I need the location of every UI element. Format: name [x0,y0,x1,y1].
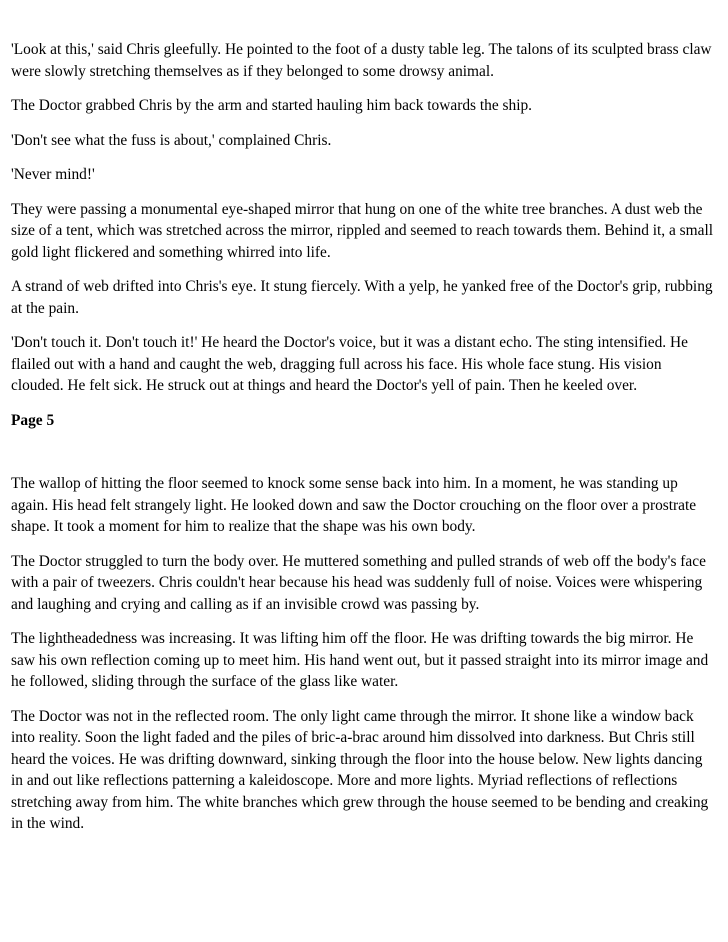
paragraph: The wallop of hitting the floor seemed to knock some sense back into him. In a moment, he was standing up again. His head felt strangely light. He looked down and saw the Doctor crouching on the floor over a prostrate shape. It took a moment for him to realize that the shape was his own body. [11,475,697,535]
paragraph: A strand of web drifted into Chris's eye. It stung fiercely. With a yelp, he yanked free of the Doctor's grip, rubbing at the pain. [11,278,713,317]
paragraph: The lightheadedness was increasing. It was lifting him off the floor. He was drifting towards the big mirror. He saw his own reflection coming up to meet him. His hand went out, but it passed straight into its mirror image and he followed, sliding through the surface of the glass like water. [11,630,709,690]
paragraph: They were passing a monumental eye-shaped mirror that hung on one of the white tree branches. A dust web the size of a tent, which was stretched across the mirror, rippled and seemed to reach towards them. Behind it, a small gold light flickered and something whirred into life. [11,200,714,261]
paragraph: The Doctor grabbed Chris by the arm and started hauling him back towards the ship. [11,97,533,114]
paragraph: 'Don't see what the fuss is about,' complained Chris. [11,131,332,149]
paragraph: The Doctor struggled to turn the body over. He muttered something and pulled strands of web off the body's face with a pair of tweezers. Chris couldn't hear because his head was suddenly full of noise. Voices were whispering and laughing and crying and calling as if an invisible crowd was passing by. [11,552,706,613]
document-page [11,39,715,848]
paragraph: 'Look at this,' said Chris gleefully. He pointed to the foot of a dusty table leg. The talons of its sculpted brass claw were slowly stretching themselves as if they belonged to some drowsy animal. [11,41,712,80]
paragraph: 'Never mind!' [11,166,95,183]
paragraph: The Doctor was not in the reflected room. The only light came through the mirror. It shone like a window back into reality. Soon the light faded and the piles of bric-a-brac around him dissolved into darkness. But Chris still heard the voices. He was drifting downward, sinking through the floor into the house below. New lights dancing in and out like reflections patterning a kaleidoscope. More and more lights. Myriad reflections of reflections stretching away from him. The white branches which grew through the house seemed to be bending and creaking in the wind. [11,707,709,832]
page-number-label: Page 5 [11,411,55,429]
paragraph: 'Don't touch it. Don't touch it!' He heard the Doctor's voice, but it was a distant echo. The sting intensified. He flailed out with a hand and caught the web, dragging full across his face. His whole face stung. His vision clouded. He felt sick. He struck out at things and heard the Doctor's yell of pain. Then he keeled over. [11,334,688,394]
